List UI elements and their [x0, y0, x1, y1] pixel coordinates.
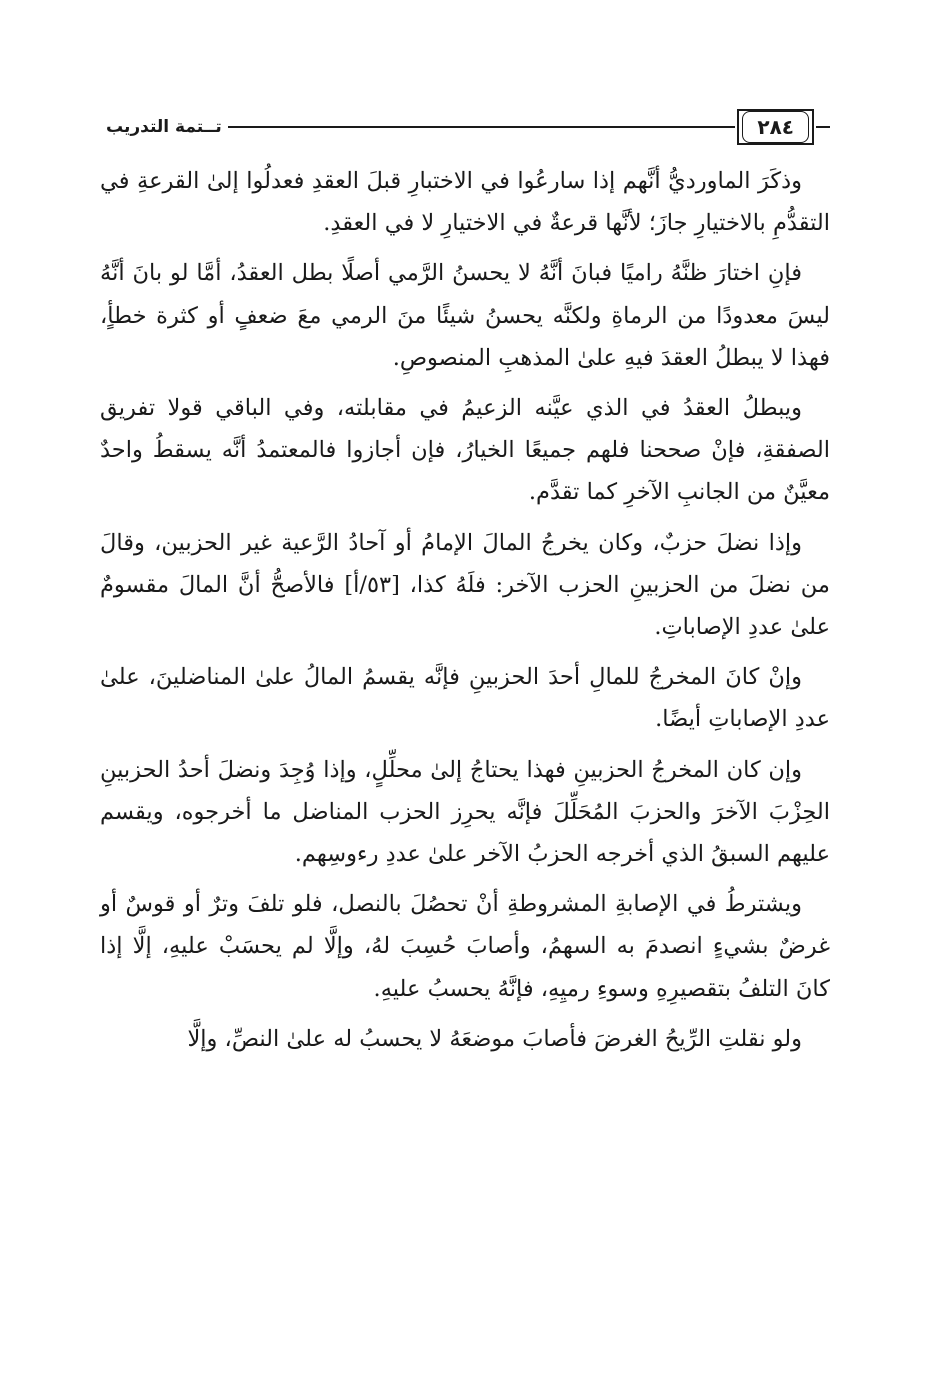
- page-number-box: [737, 109, 814, 145]
- paragraph: وإذا نضلَ حزبٌ، وكان يخرجُ المالَ الإمامُ أو آحادُ الرَّعية غير الحزبين، وقالَ من نضلَ من الحزبينِ الحزب الآخر: فلَهُ كذا، [٥٣/أ] فالأصحُّ أنَّ المالَ مقسومٌ علىٰ عددِ الإصاباتِ.: [100, 529, 830, 641]
- running-title: تــتمة التدريب: [106, 117, 222, 137]
- paragraph: وإنْ كانَ المخرجُ للمالِ أحدَ الحزبينِ فإنَّه يقسمُ المالُ علىٰ المناضلينَ، علىٰ عددِ الإصاباتِ أيضًا.: [100, 664, 830, 733]
- header-rule: [250, 126, 736, 128]
- paragraph: وإن كان المخرجُ الحزبينِ فهذا يحتاجُ إلىٰ محلِّلٍ، وإذا وُجِدَ ونضلَ أحدُ الحزبينِ الحِزْبَ الآخرَ والحزبَ المُحَلِّلَ فإنَّه يحرِز الحزب المناضل ما أخرجوه، ويقسم عليهم السبقُ الذي أخرجه الحزبُ الآخر علىٰ عددِ رءوسِهم.: [100, 756, 830, 868]
- paragraph: فإنِ اختارَ ظنَّهُ راميًا فبانَ أنَّهُ لا يحسنُ الرَّمي أصلًا بطل العقدُ، أمَّا لو بانَ أنَّهُ ليسَ معدودًا من الرماةِ ولكنَّه يحسنُ شيئًا منَ الرمي معَ ضعفٍ أو كثرة خطأٍ، فهذا لا يبطلُ العقدَ فيهِ علىٰ المذهبِ المنصوصِ.: [100, 260, 830, 371]
- body-text: [100, 160, 830, 1068]
- header-rule-tiny: [816, 126, 830, 128]
- paragraph: ولو نقلتِ الرِّيحُ الغرضَ فأصابَ موضعَهُ لا يحسبُ له علىٰ النصِّ، وإلَّا: [187, 1025, 802, 1052]
- page-header: [100, 102, 830, 152]
- page-number: ٢٨٤: [742, 111, 809, 143]
- paragraph: وذكَرَ الماورديُّ أنَّهم إذا سارعُوا في الاختبارِ قبلَ العقدِ فعدلُوا إلىٰ القرعةِ في التقدُّمِ بالاختيارِ جازَ؛ لأنَّها قرعةٌ في الاختيارِ لا في العقدِ.: [100, 168, 830, 237]
- header-rule-short: [228, 126, 250, 128]
- paragraph: ويشترطُ في الإصابةِ المشروطةِ أنْ تحصُلَ بالنصل، فلو تلفَ وترٌ أو قوسٌ أو غرضٌ بشيءٍ انصدمَ به السهمُ، وأصابَ حُسِبَ لهُ، وإلَّا لم يحسَبْ عليهِ، إلَّا إذا كانَ التلفُ بتقصيرِهِ وسوءِ رميِهِ، فإنَّهُ يحسبُ عليهِ.: [100, 891, 830, 1002]
- paragraph: ويبطلُ العقدُ في الذي عيَّنه الزعيمُ في مقابلته، وفي الباقي قولا تفريق الصفقةِ، فإنْ صححنا فلهم جميعًا الخيارُ، فإن أجازوا فالمعتمدُ أنَّه يسقطُ واحدٌ معيَّنٌ من الجانبِ الآخرِ كما تقدَّم.: [100, 395, 830, 506]
